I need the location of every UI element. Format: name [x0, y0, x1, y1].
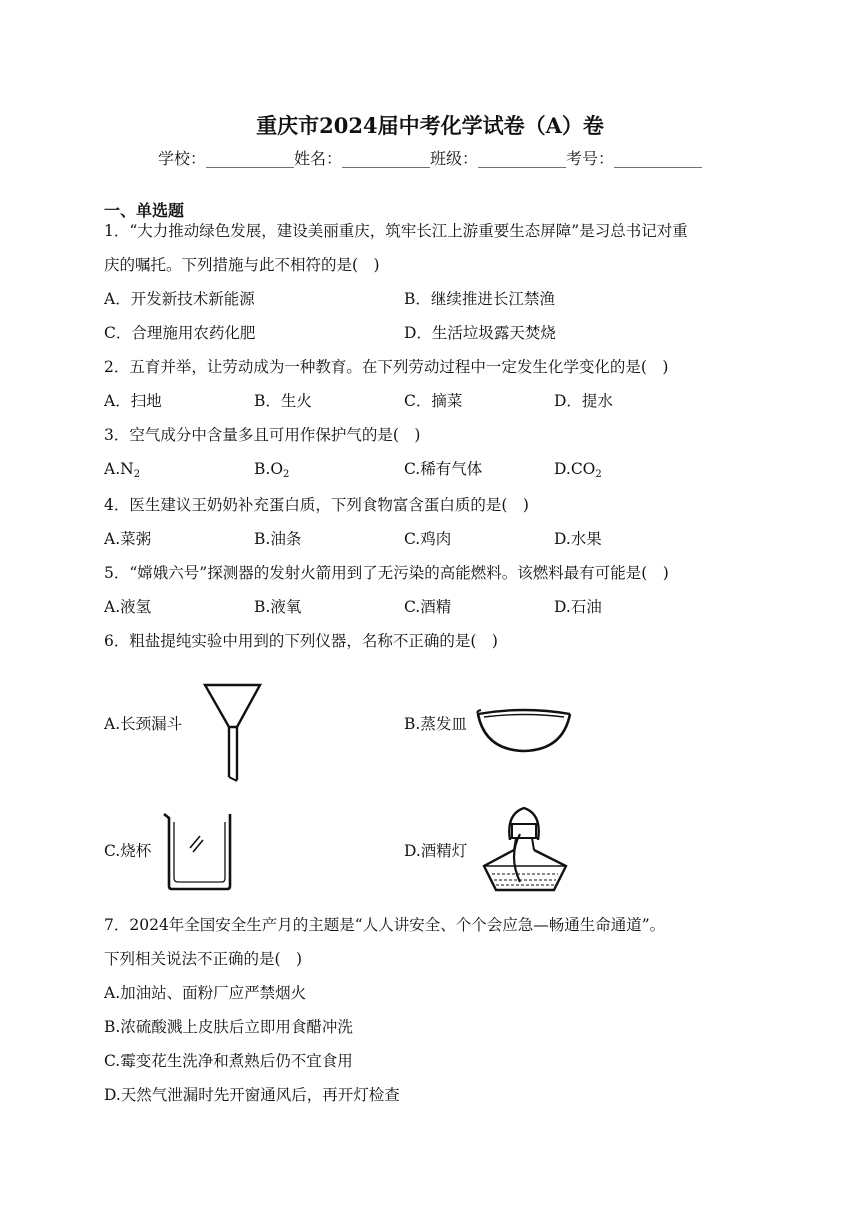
- evaporating-dish-icon: [475, 704, 573, 754]
- beaker-icon: [160, 808, 238, 892]
- q5-option-a: A.液氢: [104, 598, 152, 616]
- q1-option-c: C．合理施用农药化肥: [104, 324, 256, 342]
- alcohol-lamp-icon: [478, 804, 572, 898]
- q6-option-a: A.长颈漏斗: [104, 715, 183, 733]
- q3-option-a: $A.N_2$: [104, 460, 141, 480]
- question-3-line-1: 3．空气成分中含量多且可用作保护气的是( ): [104, 426, 421, 444]
- q2-option-d: D．提水: [554, 392, 613, 410]
- question-7-line-2: 下列相关说法不正确的是( ): [104, 950, 303, 968]
- q4-option-b: B.油条: [254, 530, 302, 548]
- section-title: 一、单选题: [104, 201, 185, 220]
- q2-option-b: B．生火: [254, 392, 312, 410]
- q4-option-a: A.菜粥: [104, 530, 152, 548]
- question-4-line-1: 4．医生建议王奶奶补充蛋白质，下列食物富含蛋白质的是( ): [104, 496, 529, 514]
- page-title: 重庆市2024届中考化学试卷（A）卷: [256, 113, 604, 138]
- q7-option-b: B.浓硫酸溅上皮肤后立即用食醋冲洗: [104, 1018, 353, 1036]
- q5-option-c: C.酒精: [404, 598, 452, 616]
- q7-option-d: D.天然气泄漏时先开窗通风后，再开灯检查: [104, 1086, 400, 1104]
- question-6-line-1: 6．粗盐提纯实验中用到的下列仪器，名称不正确的是( ): [104, 632, 498, 650]
- q1-option-b: B．继续推进长江禁渔: [404, 290, 555, 308]
- student-info-line: 学校：___________姓名：___________班级：___________考号：___________: [157, 149, 702, 168]
- q7-option-a: A.加油站、面粉厂应严禁烟火: [104, 984, 307, 1002]
- question-2-line-1: 2．五育并举，让劳动成为一种教育。在下列劳动过程中一定发生化学变化的是( ): [104, 358, 669, 376]
- question-1-line-2: 庆的嘱托。下列措施与此不相符的是( ): [104, 256, 380, 274]
- q6-option-d: D.酒精灯: [404, 842, 468, 860]
- q3-option-d: $D.CO_2$: [554, 460, 602, 480]
- question-1-line-1: 1．“大力推动绿色发展，建设美丽重庆，筑牢长江上游重要生态屏障”是习总书记对重: [104, 222, 688, 240]
- q1-option-d: D．生活垃圾露天焚烧: [404, 324, 556, 342]
- q1-option-a: A．开发新技术新能源: [104, 290, 255, 308]
- q7-option-c: C.霉变花生洗净和煮熟后仍不宜食用: [104, 1052, 353, 1070]
- q3-option-c: C.稀有气体: [404, 460, 483, 478]
- q3-option-b: $B.O_2$: [254, 460, 290, 480]
- q5-option-b: B.液氧: [254, 598, 302, 616]
- q6-option-c: C.烧杯: [104, 842, 152, 860]
- q2-option-c: C．摘菜: [404, 392, 463, 410]
- q4-option-c: C.鸡肉: [404, 530, 452, 548]
- q6-option-b: B.蒸发皿: [404, 715, 467, 733]
- q4-option-d: D.水果: [554, 530, 602, 548]
- question-5-line-1: 5．“嫦娥六号”探测器的发射火箭用到了无污染的高能燃料。该燃料最有可能是( ): [104, 564, 669, 582]
- funnel-icon: [202, 682, 264, 784]
- q2-option-a: A．扫地: [104, 392, 162, 410]
- question-7-line-1: 7．2024年全国安全生产月的主题是“人人讲安全、个个会应急—畅通生命通道”。: [104, 916, 666, 934]
- q5-option-d: D.石油: [554, 598, 602, 616]
